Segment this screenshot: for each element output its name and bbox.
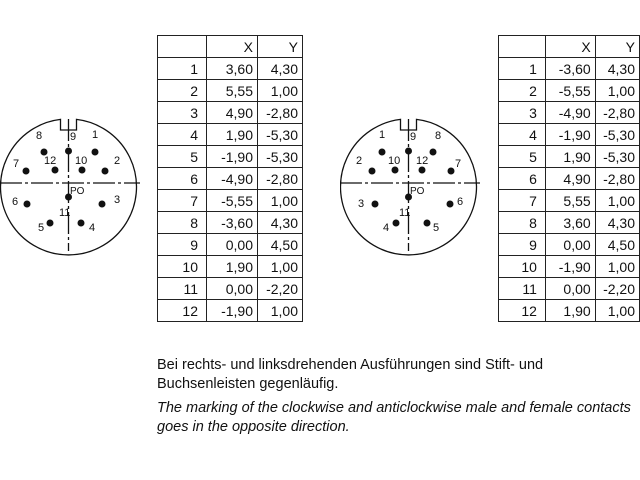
note-german: Bei rechts- und linksdrehenden Ausführungen sind Stift- und Buchsenleisten gegenläufig.	[157, 357, 544, 392]
cell-y: 1,00	[258, 256, 303, 278]
table-row	[499, 190, 640, 212]
pin-10	[392, 167, 399, 174]
cell-y: -5,30	[258, 124, 303, 146]
table-row	[158, 212, 303, 234]
cell-x: 0,00	[207, 278, 258, 300]
cell-pin: 12	[499, 300, 546, 322]
cell-pin: 1	[158, 58, 207, 80]
pin-5	[424, 220, 431, 227]
cell-y: 4,50	[258, 234, 303, 256]
cell-x: -1,90	[207, 146, 258, 168]
pin-label-6: 6	[457, 196, 464, 208]
table-row	[158, 168, 303, 190]
pin-7	[23, 168, 30, 175]
pin-label-7: 7	[13, 158, 20, 170]
pin-label-10: 10	[75, 155, 88, 167]
pin-12	[419, 167, 426, 174]
table-row	[158, 256, 303, 278]
cell-y: -5,30	[595, 146, 639, 168]
cell-y: -2,80	[258, 168, 303, 190]
pin-4	[78, 220, 85, 227]
pin-label-11: 11	[399, 207, 411, 219]
pin-1	[92, 149, 99, 156]
cell-y: -2,20	[258, 278, 303, 300]
cell-x: 0,00	[545, 278, 595, 300]
cell-y: 1,00	[595, 300, 639, 322]
pin-label-9: 9	[70, 131, 77, 143]
table-row	[499, 168, 640, 190]
cell-x: -4,90	[207, 168, 258, 190]
cell-y: 4,30	[258, 212, 303, 234]
pin-label-3: 3	[358, 198, 365, 210]
cell-y: -5,30	[258, 146, 303, 168]
pin-label-4: 4	[383, 222, 390, 234]
pin-2	[102, 168, 109, 175]
table-row	[158, 124, 303, 146]
header-x: X	[207, 36, 258, 58]
pin-10	[79, 167, 86, 174]
table-row	[499, 146, 640, 168]
cell-x: -3,60	[207, 212, 258, 234]
cell-pin: 5	[499, 146, 546, 168]
pin-5	[47, 220, 54, 227]
right-coordinate-table	[498, 35, 640, 322]
pin-6	[447, 201, 454, 208]
table-row	[499, 102, 640, 124]
table-row	[499, 80, 640, 102]
pin-label-8: 8	[435, 130, 442, 142]
cell-pin: 4	[499, 124, 546, 146]
cell-x: -1,90	[545, 256, 595, 278]
table-row	[158, 278, 303, 300]
pin-label-1: 1	[92, 129, 99, 141]
table-row	[158, 300, 303, 322]
po-label: PO	[70, 186, 85, 197]
cell-pin: 8	[158, 212, 207, 234]
pin-3	[372, 201, 379, 208]
pin-2	[369, 168, 376, 175]
po-label: PO	[410, 186, 425, 197]
table-row	[158, 234, 303, 256]
cell-pin: 3	[158, 102, 207, 124]
cell-x: -5,55	[207, 190, 258, 212]
cell-y: -2,80	[595, 102, 639, 124]
cell-pin: 2	[158, 80, 207, 102]
cell-y: 4,50	[595, 234, 639, 256]
cell-pin: 8	[499, 212, 546, 234]
cell-x: 1,90	[545, 300, 595, 322]
cell-x: 4,90	[207, 102, 258, 124]
cell-x: 1,90	[207, 124, 258, 146]
cell-y: -2,80	[595, 168, 639, 190]
table-row	[499, 58, 640, 80]
pin-label-12: 12	[44, 155, 57, 167]
cell-x: 1,90	[545, 146, 595, 168]
header-y: Y	[258, 36, 303, 58]
pin-9	[65, 148, 72, 155]
cell-pin: 10	[158, 256, 207, 278]
pin-label-4: 4	[89, 222, 96, 234]
cell-x: -5,55	[545, 80, 595, 102]
pin-label-11: 11	[59, 207, 71, 219]
header-pin	[499, 36, 546, 58]
cell-pin: 1	[499, 58, 546, 80]
cell-y: 4,30	[258, 58, 303, 80]
cell-x: -4,90	[545, 102, 595, 124]
table-row	[499, 212, 640, 234]
pin-9	[405, 148, 412, 155]
cell-x: 1,90	[207, 256, 258, 278]
cell-pin: 10	[499, 256, 546, 278]
pin-label-1: 1	[379, 129, 386, 141]
cell-pin: 11	[499, 278, 546, 300]
cell-y: -5,30	[595, 124, 639, 146]
table-header-row	[158, 36, 303, 58]
cell-y: 1,00	[258, 300, 303, 322]
pin-3	[99, 201, 106, 208]
pin-label-9: 9	[410, 131, 417, 143]
cell-y: 4,30	[595, 212, 639, 234]
pin-6	[24, 201, 31, 208]
cell-pin: 7	[158, 190, 207, 212]
left-coordinate-table	[157, 35, 303, 322]
cell-x: -1,90	[207, 300, 258, 322]
cell-x: 3,60	[545, 212, 595, 234]
cell-pin: 3	[499, 102, 546, 124]
pin-4	[393, 220, 400, 227]
pin-label-8: 8	[36, 130, 43, 142]
cell-x: 5,55	[207, 80, 258, 102]
cell-x: 0,00	[545, 234, 595, 256]
cell-x: 4,90	[545, 168, 595, 190]
table-row	[158, 102, 303, 124]
header-pin	[158, 36, 207, 58]
table-row	[158, 190, 303, 212]
cell-y: -2,80	[258, 102, 303, 124]
cell-y: 4,30	[595, 58, 639, 80]
table-row	[499, 300, 640, 322]
table-row	[499, 278, 640, 300]
cell-pin: 9	[499, 234, 546, 256]
cell-pin: 2	[499, 80, 546, 102]
cell-y: 1,00	[595, 190, 639, 212]
cell-y: -2,20	[595, 278, 639, 300]
cell-pin: 11	[158, 278, 207, 300]
table-header-row	[499, 36, 640, 58]
pin-label-2: 2	[114, 155, 121, 167]
pin-12	[52, 167, 59, 174]
table-row	[499, 256, 640, 278]
cell-y: 1,00	[258, 190, 303, 212]
cell-pin: 12	[158, 300, 207, 322]
pin-1	[379, 149, 386, 156]
pin-label-10: 10	[388, 155, 401, 167]
cell-x: -3,60	[545, 58, 595, 80]
cell-pin: 4	[158, 124, 207, 146]
pin-label-12: 12	[416, 155, 429, 167]
pin-label-2: 2	[356, 155, 363, 167]
pin-label-5: 5	[433, 222, 440, 234]
cell-y: 1,00	[595, 256, 639, 278]
cell-x: 3,60	[207, 58, 258, 80]
cell-pin: 5	[158, 146, 207, 168]
cell-x: 0,00	[207, 234, 258, 256]
table-row	[499, 124, 640, 146]
cell-pin: 6	[499, 168, 546, 190]
header-x: X	[545, 36, 595, 58]
pin-7	[448, 168, 455, 175]
pin-label-6: 6	[12, 196, 19, 208]
pin-8	[430, 149, 437, 156]
table-row	[499, 234, 640, 256]
cell-x: 5,55	[545, 190, 595, 212]
cell-pin: 9	[158, 234, 207, 256]
note-english: The marking of the clockwise and anticlockwise male and female contacts goes in the opposite direction.	[157, 400, 631, 435]
cell-x: -1,90	[545, 124, 595, 146]
left-connector-diagram	[0, 108, 150, 258]
cell-pin: 6	[158, 168, 207, 190]
right-connector-diagram	[340, 108, 490, 258]
pin-label-7: 7	[455, 158, 462, 170]
table-row	[158, 146, 303, 168]
cell-y: 1,00	[258, 80, 303, 102]
header-y: Y	[595, 36, 639, 58]
cell-y: 1,00	[595, 80, 639, 102]
pin-label-3: 3	[114, 194, 121, 206]
table-row	[158, 58, 303, 80]
cell-pin: 7	[499, 190, 546, 212]
table-row	[158, 80, 303, 102]
pin-label-5: 5	[38, 222, 45, 234]
